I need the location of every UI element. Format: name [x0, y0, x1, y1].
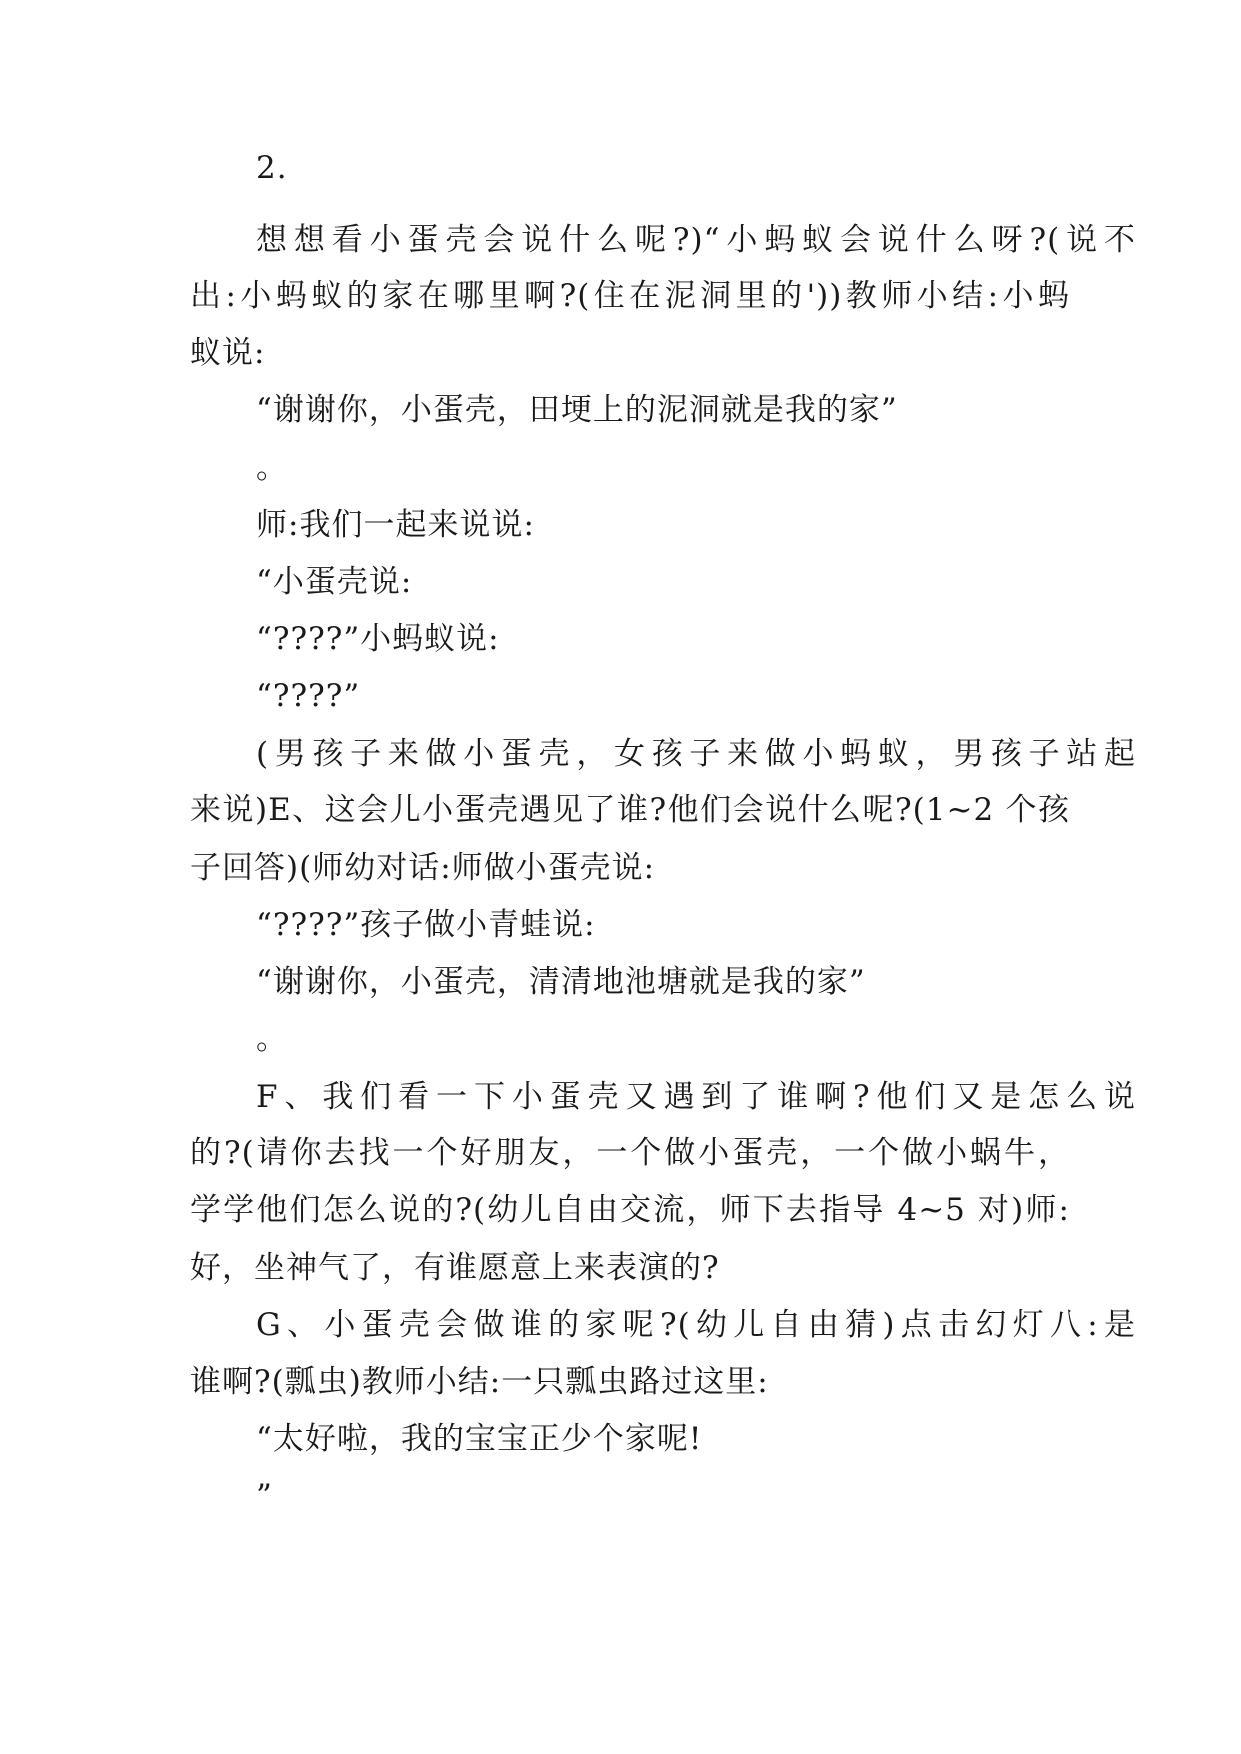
text-line-6: 。: [256, 450, 288, 486]
text-line-10: “????”: [256, 678, 361, 714]
text-line-1: 2.: [256, 150, 288, 186]
text-line-8: “小蛋壳说:: [256, 564, 413, 600]
text-line-22: 谁啊?(瓢虫)教师小结:一只瓢虫路过这里:: [190, 1364, 769, 1400]
text-line-9: “????”小蚂蚁说:: [256, 621, 500, 657]
text-line-14: “????”孩子做小青蛙说:: [256, 907, 596, 943]
text-line-21: G、小蛋壳会做谁的家呢?(幼儿自由猜)点击幻灯八:是: [256, 1307, 1136, 1343]
text-line-20: 好，坐神气了，有谁愿意上来表演的?: [190, 1250, 720, 1286]
text-line-5: “谢谢你，小蛋壳，田埂上的泥洞就是我的家”: [256, 392, 898, 428]
text-line-2: 想想看小蛋壳会说什么呢?)“小蚂蚁会说什么呀?(说不: [256, 222, 1136, 258]
text-line-15: “谢谢你，小蛋壳，清清地池塘就是我的家”: [256, 964, 866, 1000]
text-line-24: ”: [256, 1478, 273, 1514]
text-line-4: 蚁说:: [190, 335, 266, 371]
text-line-19: 学学他们怎么说的?(幼儿自由交流，师下去指导 4~5 对)师:: [190, 1192, 1070, 1228]
text-line-3: 出:小蚂蚁的家在哪里啊?(住在泥洞里的'))教师小结:小蚂: [190, 278, 1070, 314]
text-line-17: F、我们看一下小蛋壳又遇到了谁啊?他们又是怎么说: [256, 1079, 1136, 1115]
text-line-7: 师:我们一起来说说:: [256, 507, 535, 543]
text-line-23: “太好啦，我的宝宝正少个家呢!: [256, 1421, 703, 1457]
text-line-13: 子回答)(师幼对话:师做小蛋壳说:: [190, 850, 656, 886]
text-line-11: (男孩子来做小蛋壳，女孩子来做小蚂蚁，男孩子站起: [256, 736, 1136, 772]
text-line-16: 。: [256, 1021, 288, 1057]
text-line-12: 来说)E、这会儿小蛋壳遇见了谁?他们会说什么呢?(1~2 个孩: [190, 792, 1070, 828]
text-line-18: 的?(请你去找一个好朋友，一个做小蛋壳，一个做小蜗牛，: [190, 1135, 1070, 1171]
